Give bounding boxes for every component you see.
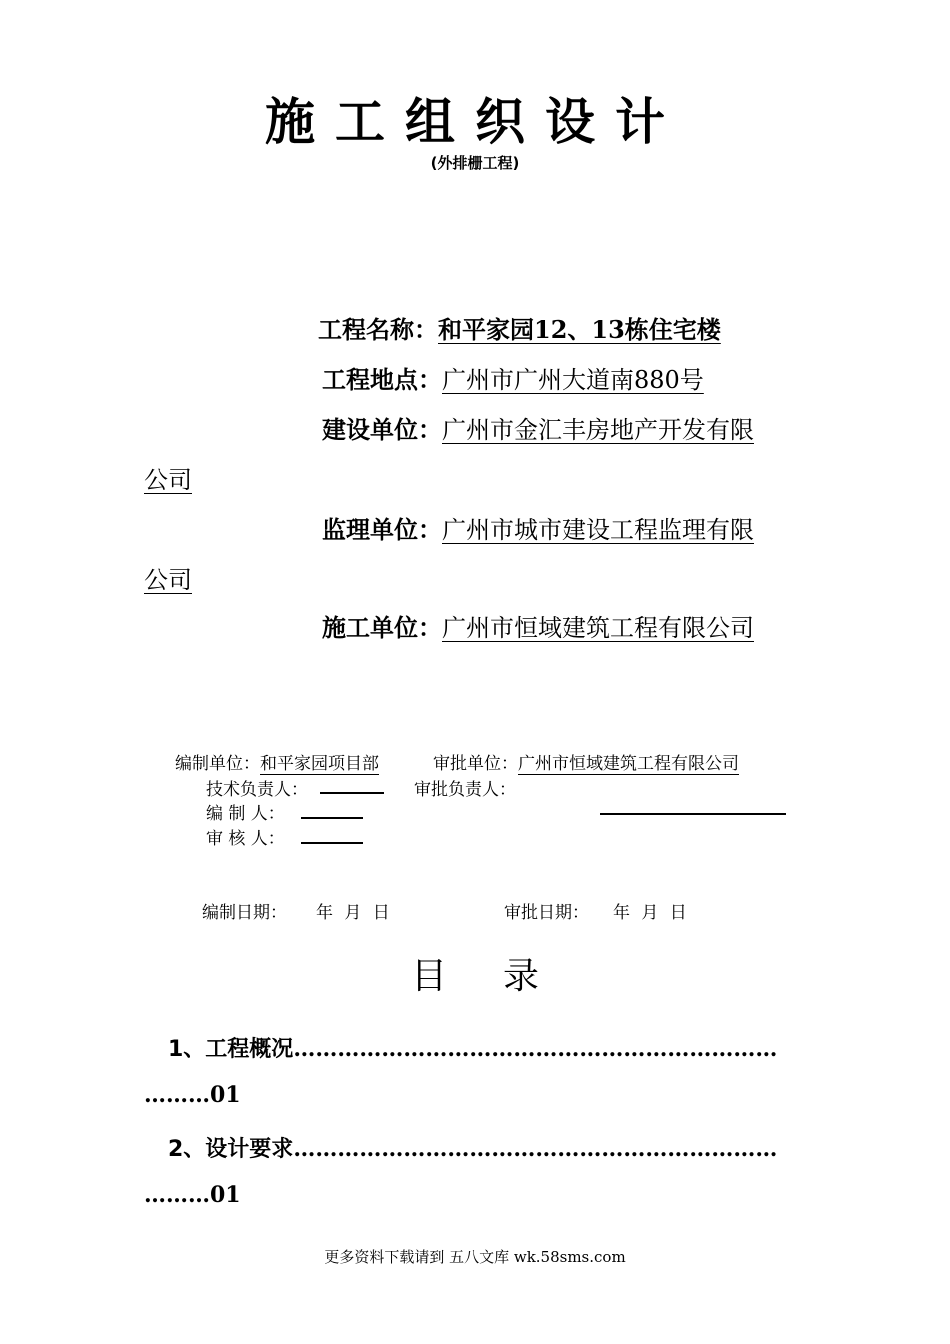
contractor-label: 施工单位： xyxy=(322,614,442,642)
project-name-row xyxy=(318,310,721,345)
tech-lead-label: 技术负责人： xyxy=(206,780,308,800)
toc-item[interactable] xyxy=(168,1032,808,1063)
reviewer-label: 审 核 人： xyxy=(206,829,285,849)
builder-row xyxy=(322,410,754,445)
toc-item-page: 01 xyxy=(210,1182,241,1208)
approve-date-value: 年 月 日 xyxy=(613,903,687,923)
document-subtitle: (外排栅工程) xyxy=(430,154,520,172)
footer-text: 更多资料下载请到 五八文库 wk.58sms.com xyxy=(324,1248,626,1266)
approve-lead-label: 审批负责人： xyxy=(414,780,516,800)
toc-item-leader-end: ……… xyxy=(144,1082,210,1108)
compile-unit-value: 和平家园项目部 xyxy=(260,754,379,774)
builder-value-continued: 公司 xyxy=(144,466,192,494)
tech-lead-signature-line xyxy=(320,792,384,794)
approve-unit-row xyxy=(433,749,739,774)
toc-item-leader: ………………………………………………………… xyxy=(293,1136,778,1162)
toc-item-label: 1、工程概况 xyxy=(168,1037,294,1062)
approve-unit-value: 广州市恒域建筑工程有限公司 xyxy=(518,754,739,774)
supervisor-value-continued: 公司 xyxy=(144,566,192,594)
document-title: 施工组织设计 xyxy=(265,93,685,151)
toc-item[interactable] xyxy=(168,1132,808,1163)
contractor-value: 广州市恒域建筑工程有限公司 xyxy=(442,614,754,642)
toc-item-continued[interactable] xyxy=(144,1182,241,1208)
approve-unit-label: 审批单位： xyxy=(433,754,518,774)
supervisor-value: 广州市城市建设工程监理有限 xyxy=(442,516,754,544)
compile-unit-row xyxy=(175,749,379,774)
approve-lead-signature-line xyxy=(600,813,786,815)
contractor-row xyxy=(322,608,754,643)
toc-item-page: 01 xyxy=(210,1082,241,1108)
supervisor-row-continued xyxy=(144,560,192,595)
project-name-value: 和平家园12、13栋住宅楼 xyxy=(438,315,721,344)
project-name-label: 工程名称： xyxy=(318,316,438,344)
toc-item-leader: ………………………………………………………… xyxy=(293,1036,778,1062)
reviewer-signature-line xyxy=(301,842,363,844)
builder-label: 建设单位： xyxy=(322,416,442,444)
toc-title xyxy=(0,948,950,999)
toc-item-continued[interactable] xyxy=(144,1082,241,1108)
project-location-row xyxy=(322,360,704,395)
compiler-label: 编 制 人： xyxy=(206,804,285,824)
compiler-signature-line xyxy=(301,817,363,819)
builder-value: 广州市金汇丰房地产开发有限 xyxy=(442,416,754,444)
compile-date-value: 年 月 日 xyxy=(316,903,390,923)
project-location-value: 广州市广州大道南880号 xyxy=(442,366,704,394)
compile-unit-label: 编制单位： xyxy=(175,754,260,774)
supervisor-row xyxy=(322,510,754,545)
approve-date-label: 审批日期： xyxy=(504,903,589,923)
supervisor-label: 监理单位： xyxy=(322,516,442,544)
toc-title-left: 目 xyxy=(410,956,447,997)
project-location-label: 工程地点： xyxy=(322,366,442,394)
builder-row-continued xyxy=(144,460,192,495)
compile-date-label: 编制日期： xyxy=(202,903,287,923)
toc-title-right: 录 xyxy=(503,956,540,997)
toc-item-label: 2、设计要求 xyxy=(168,1137,294,1162)
toc-item-leader-end: ……… xyxy=(144,1182,210,1208)
